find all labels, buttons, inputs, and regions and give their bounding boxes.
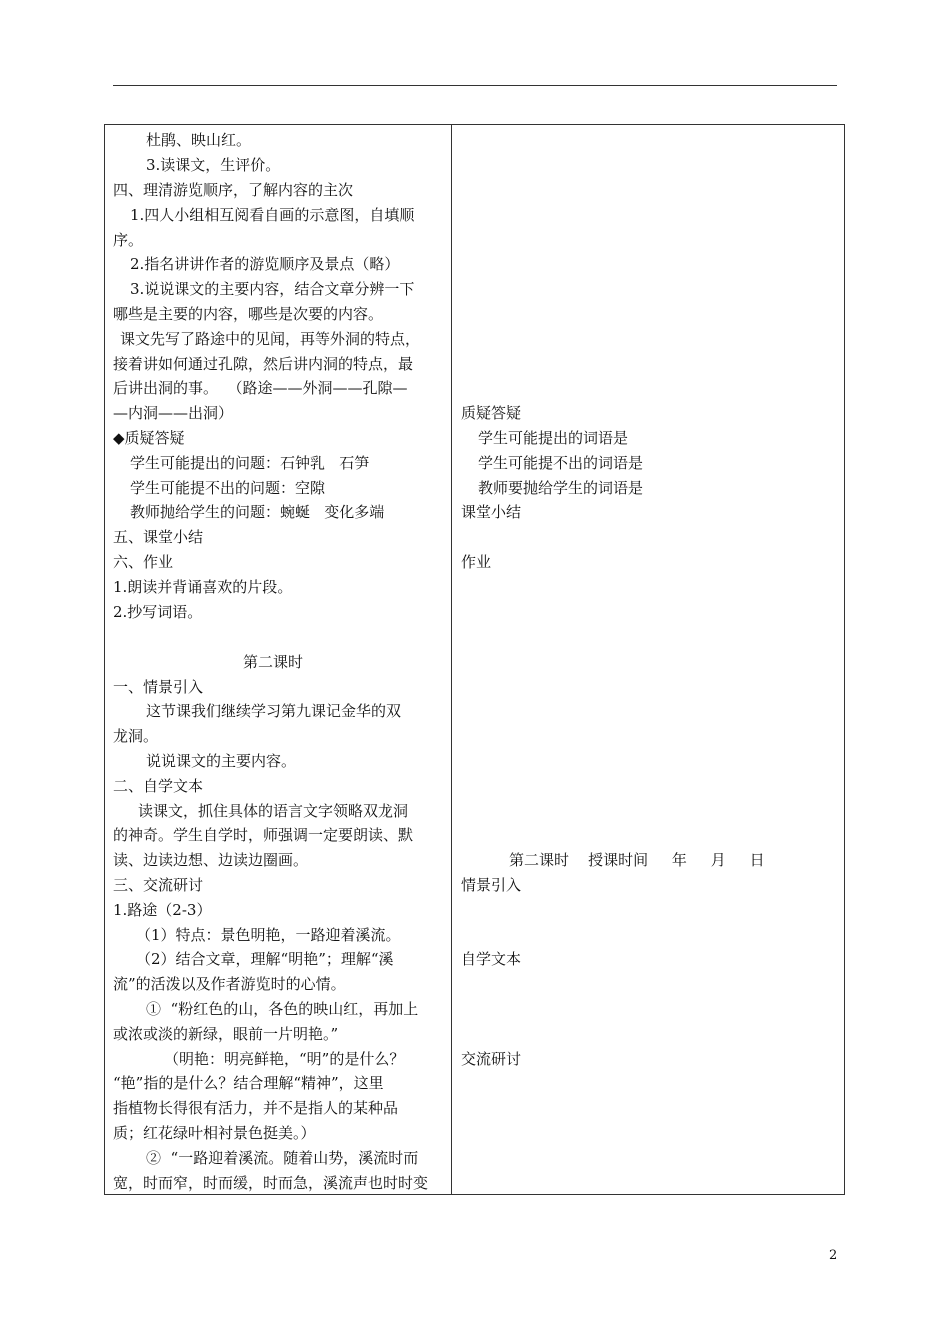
left-line: 读课文，抓住具体的语言文字领略双龙洞 (138, 802, 409, 820)
left-line: —内洞——出洞） (113, 404, 234, 422)
left-line: （明艳：明亮鲜艳，“明”的是什么？ (164, 1050, 405, 1068)
right-line: 自学文本 (461, 950, 522, 968)
left-line: 1.路途（2-3） (113, 901, 212, 919)
left-line: 3.说说课文的主要内容，结合文章分辨一下 (130, 280, 415, 298)
right-line: 教师要抛给学生的词语是 (478, 479, 644, 497)
left-line: 的神奇。学生自学时，师强调一定要朗读、默 (113, 826, 414, 844)
left-line: 教师抛给学生的问题：蜿蜒 变化多端 (130, 503, 385, 521)
left-line: “艳”指的是什么？结合理解“精神”，这里 (113, 1074, 384, 1092)
header-rule (113, 85, 837, 86)
page-number: 2 (829, 1248, 838, 1263)
left-line: 接着讲如何通过孔隙，然后讲内洞的特点，最 (113, 355, 414, 373)
left-line: （1）特点：景色明艳，一路迎着溪流。 (136, 926, 401, 944)
left-line: ② “一路迎着溪流。随着山势，溪流时而 (146, 1149, 419, 1167)
left-line: 学生可能提出的问题：石钟乳 石笋 (130, 454, 370, 472)
right-line: 质疑答疑 (461, 404, 522, 422)
right-line: 课堂小结 (461, 503, 522, 521)
left-line: 3.读课文，生评价。 (146, 156, 281, 174)
left-line: 后讲出洞的事。 （路途——外洞——孔隙— (113, 379, 408, 397)
left-line: 指植物长得很有活力，并不是指人的某种品 (113, 1099, 399, 1117)
left-line: ◆质疑答疑 (113, 429, 185, 447)
left-line: 2.抄写词语。 (113, 603, 203, 621)
left-line: 读、边读边想、边读边圈画。 (113, 851, 309, 869)
left-line: 1.朗读并背诵喜欢的片段。 (113, 578, 293, 596)
right-line: 情景引入 (461, 876, 522, 894)
left-line: 哪些是主要的内容，哪些是次要的内容。 (113, 305, 384, 323)
left-line: （2）结合文章，理解“明艳”；理解“溪 (136, 950, 394, 968)
left-line: 六、作业 (113, 553, 174, 571)
right-line: 交流研讨 (461, 1050, 522, 1068)
left-line: 1.四人小组相互阅看自画的示意图，自填顺 (130, 206, 415, 224)
left-line: 四、理清游览顺序，了解内容的主次 (113, 181, 354, 199)
left-line: 课文先写了路途中的见闻，再等外洞的特点， (120, 330, 421, 348)
lesson-two-heading: 第二课时 (243, 653, 304, 671)
left-line: 质；红花绿叶相衬景色挺美。） (113, 1124, 316, 1142)
left-line: 或浓或淡的新绿，眼前一片明艳。” (113, 1025, 339, 1043)
column-divider (451, 124, 452, 1195)
right-line: 作业 (461, 553, 492, 571)
left-line: 流”的活泼以及作者游览时的心情。 (113, 975, 346, 993)
left-line: ① “粉红色的山，各色的映山红，再加上 (146, 1000, 419, 1018)
left-line: 序。 (113, 231, 144, 249)
left-line: 龙洞。 (113, 727, 159, 745)
left-line: 说说课文的主要内容。 (146, 752, 297, 770)
left-line: 三、交流研讨 (113, 876, 204, 894)
left-line: 五、课堂小结 (113, 528, 204, 546)
lesson-time-line: 第二课时 授课时间 年 月 日 (509, 851, 765, 869)
left-line: 二、自学文本 (113, 777, 204, 795)
left-line: 宽，时而窄，时而缓，时而急，溪流声也时时变 (113, 1174, 429, 1192)
left-line: 杜鹃、映山红。 (146, 131, 252, 149)
left-line: 2.指名讲讲作者的游览顺序及景点（略） (130, 255, 400, 273)
left-line: 学生可能提不出的问题：空隙 (130, 479, 326, 497)
right-line: 学生可能提出的词语是 (478, 429, 629, 447)
left-line: 这节课我们继续学习第九课记金华的双 (146, 702, 402, 720)
left-line: 一、情景引入 (113, 678, 204, 696)
right-line: 学生可能提不出的词语是 (478, 454, 644, 472)
